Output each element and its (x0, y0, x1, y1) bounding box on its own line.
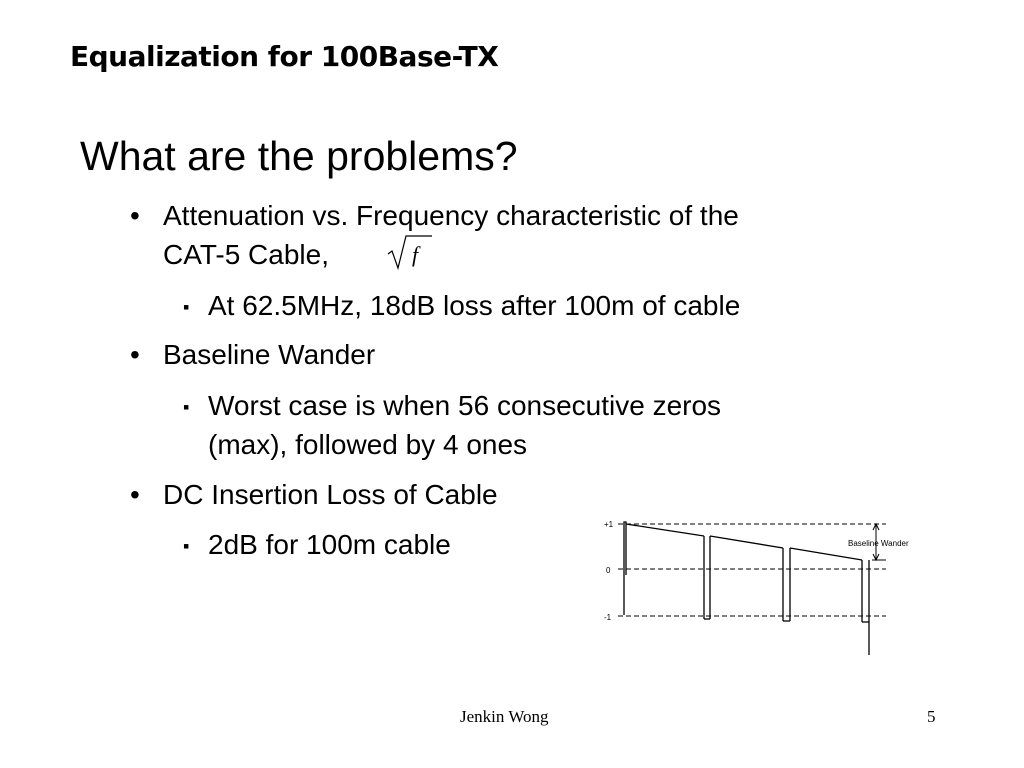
bullet-mark: • (130, 200, 140, 231)
radical-sign (388, 236, 432, 268)
y-label-minus-one: -1 (604, 613, 612, 622)
bullet-text: DC Insertion Loss of Cable (163, 479, 498, 510)
footer-page-number: 5 (927, 707, 936, 726)
slide-title: Equalization for 100Base-TX (70, 40, 499, 73)
footer-author: Jenkin Wong (460, 707, 549, 726)
sub-bullet-text: 2dB for 100m cable (208, 529, 451, 560)
section-heading: What are the problems? (80, 133, 518, 179)
bullet-mark: • (130, 339, 140, 370)
f-symbol: f (412, 242, 419, 267)
bullet-mark: • (130, 479, 140, 510)
sub-bullet-mark: ▪ (183, 536, 190, 556)
waveform (624, 522, 869, 655)
bullet-text: Baseline Wander (163, 339, 376, 370)
sub-bullet-mark: ▪ (183, 397, 190, 417)
sub-bullet-text: At 62.5MHz, 18dB loss after 100m of cable (208, 290, 741, 321)
y-label-plus-one: +1 (604, 520, 614, 529)
bullet-text-line-1: Attenuation vs. Frequency characteristic of the (163, 200, 739, 231)
baseline-wander-label: Baseline Wander (848, 539, 909, 548)
sub-bullet-text-line-1: Worst case is when 56 consecutive zeros (208, 390, 722, 421)
baseline-wander-diagram (596, 515, 936, 660)
y-label-zero: 0 (606, 566, 611, 575)
sub-bullet-mark: ▪ (183, 297, 190, 317)
bullet-text-line-2: CAT-5 Cable, (163, 239, 329, 270)
sqrt-f-formula (386, 232, 436, 272)
sub-bullet-text-line-2: (max), followed by 4 ones (208, 429, 528, 460)
